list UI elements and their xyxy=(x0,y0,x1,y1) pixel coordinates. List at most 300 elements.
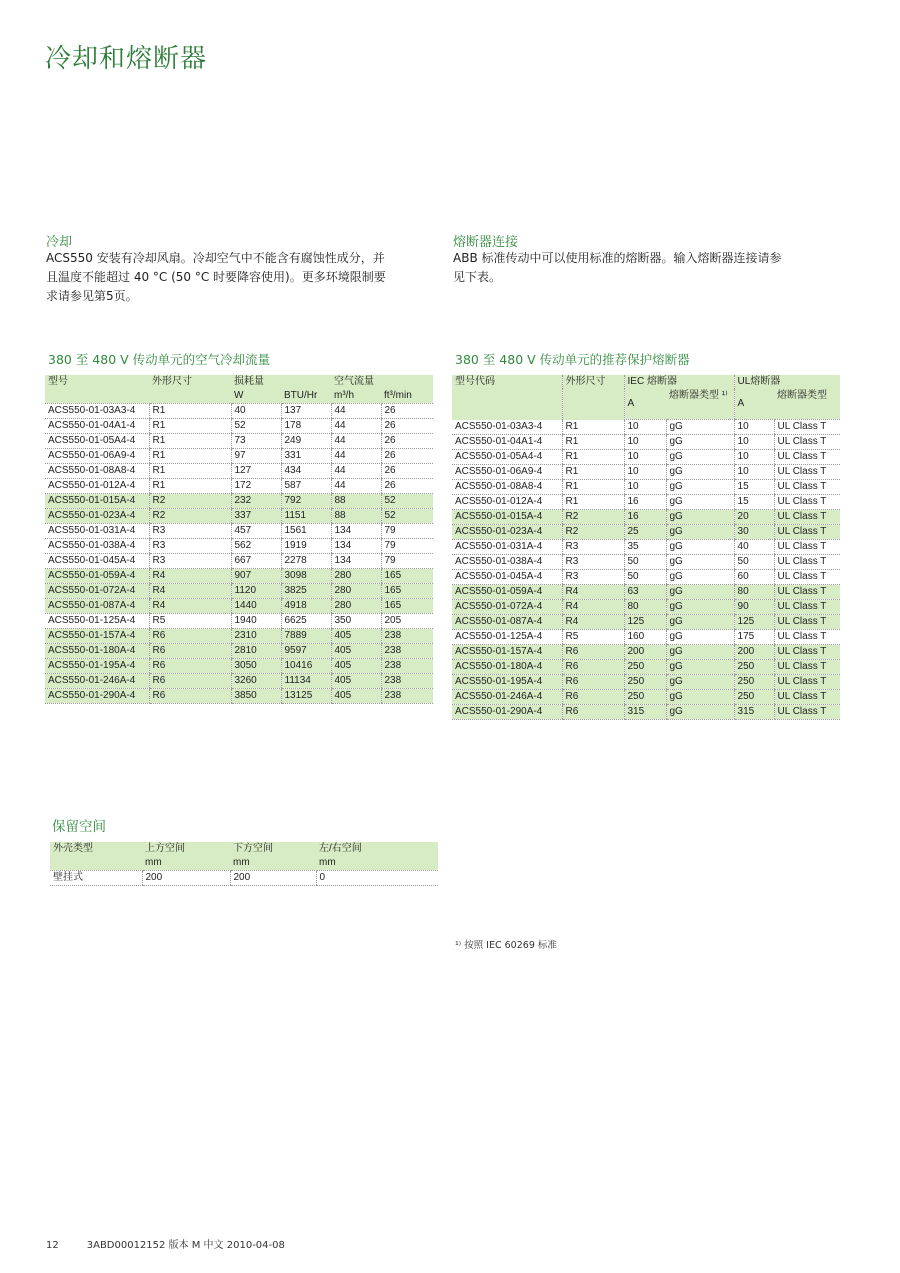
table-cell: ACS550-01-157A-4 xyxy=(45,629,149,644)
fuse-heading: 熔断器连接 xyxy=(453,235,519,250)
table-cell: gG xyxy=(666,420,734,435)
table-cell: 52 xyxy=(231,419,281,434)
table-cell: 250 xyxy=(624,675,666,690)
table-cell: 160 xyxy=(624,630,666,645)
table-cell: UL Class T xyxy=(774,645,840,660)
table-cell: 3098 xyxy=(281,569,331,584)
table-cell: 2810 xyxy=(231,644,281,659)
table-cell: R6 xyxy=(149,689,231,704)
table-row xyxy=(452,450,840,465)
table-cell: gG xyxy=(666,585,734,600)
table-cell: gG xyxy=(666,705,734,720)
table-cell: R3 xyxy=(562,570,624,585)
table-cell: 44 xyxy=(331,464,381,479)
table-cell: 50 xyxy=(624,570,666,585)
table-cell: gG xyxy=(666,570,734,585)
table-cell: R6 xyxy=(149,629,231,644)
table-cell: 50 xyxy=(624,555,666,570)
table-cell: 10416 xyxy=(281,659,331,674)
table-cell: 125 xyxy=(624,615,666,630)
clearance-heading: 保留空间 xyxy=(52,819,106,835)
table-cell: 10 xyxy=(624,420,666,435)
unit-label: m³/h xyxy=(331,389,381,404)
table-cell: R2 xyxy=(562,525,624,540)
table-cell: 26 xyxy=(381,404,433,419)
table-row xyxy=(50,871,438,886)
table-cell: UL Class T xyxy=(774,705,840,720)
table-row xyxy=(45,449,433,464)
col-header-iec-fuse: IEC 熔断器 xyxy=(624,375,734,389)
table-cell: 238 xyxy=(381,689,433,704)
table-cell: UL Class T xyxy=(774,660,840,675)
table-cell: 280 xyxy=(331,599,381,614)
cooling-paragraph xyxy=(46,249,386,306)
table-cell: R6 xyxy=(562,660,624,675)
table-cell: 792 xyxy=(281,494,331,509)
table-cell: 88 xyxy=(331,509,381,524)
table-cell: 165 xyxy=(381,599,433,614)
table-cell: 10 xyxy=(734,435,774,450)
table-cell: UL Class T xyxy=(774,450,840,465)
table-cell: 205 xyxy=(381,614,433,629)
table-cell: 667 xyxy=(231,554,281,569)
table-cell: 79 xyxy=(381,539,433,554)
table-cell: 125 xyxy=(734,615,774,630)
table-cell: 315 xyxy=(734,705,774,720)
table-row xyxy=(45,539,433,554)
table-cell: UL Class T xyxy=(774,585,840,600)
table-cell: 337 xyxy=(231,509,281,524)
table-cell: gG xyxy=(666,690,734,705)
table-cell: gG xyxy=(666,450,734,465)
table-cell: ACS550-01-038A-4 xyxy=(452,555,562,570)
subheader-amps: A xyxy=(624,389,666,420)
table-cell: 63 xyxy=(624,585,666,600)
table-cell: 26 xyxy=(381,434,433,449)
page-footer xyxy=(46,1236,285,1251)
table-cell: gG xyxy=(666,495,734,510)
table-cell: 73 xyxy=(231,434,281,449)
unit-label: mm xyxy=(316,856,438,871)
fuse-header-row xyxy=(452,375,840,389)
table-cell: R6 xyxy=(562,705,624,720)
table-cell: 134 xyxy=(331,554,381,569)
table-cell: ACS550-01-023A-4 xyxy=(452,525,562,540)
table-cell: ACS550-01-03A3-4 xyxy=(452,420,562,435)
table-cell: R6 xyxy=(149,644,231,659)
table-cell: 178 xyxy=(281,419,331,434)
table-cell: ACS550-01-246A-4 xyxy=(45,674,149,689)
table-cell: R3 xyxy=(562,540,624,555)
table-cell: 405 xyxy=(331,689,381,704)
table-cell: 0 xyxy=(316,871,438,886)
col-header-heat-loss: 损耗量 xyxy=(231,375,331,389)
table-row xyxy=(45,464,433,479)
table-cell: 238 xyxy=(381,644,433,659)
table-cell: 壁挂式 xyxy=(50,871,142,886)
table-cell: gG xyxy=(666,435,734,450)
table-cell: 44 xyxy=(331,449,381,464)
table-cell: R6 xyxy=(149,659,231,674)
table-row xyxy=(45,434,433,449)
col-header-model: 型号 xyxy=(45,375,149,389)
table-cell: R1 xyxy=(149,434,231,449)
table-cell: ACS550-01-290A-4 xyxy=(45,689,149,704)
table-cell: 238 xyxy=(381,659,433,674)
table-cell: R2 xyxy=(149,509,231,524)
table-cell: R6 xyxy=(562,690,624,705)
table-cell: ACS550-01-04A1-4 xyxy=(452,435,562,450)
table-cell: 165 xyxy=(381,569,433,584)
table-cell: ACS550-01-125A-4 xyxy=(452,630,562,645)
table-row xyxy=(452,435,840,450)
clearance-header-row xyxy=(50,842,438,856)
table-row xyxy=(452,705,840,720)
table-cell: R4 xyxy=(149,569,231,584)
table-cell: ACS550-01-038A-4 xyxy=(45,539,149,554)
table-cell: gG xyxy=(666,480,734,495)
fuse-line: ABB 标准传动中可以使用标准的熔断器。输入熔断器连接请参 xyxy=(453,251,782,265)
table-row xyxy=(45,659,433,674)
table-cell: 250 xyxy=(734,690,774,705)
airflow-unit-row xyxy=(45,389,433,404)
table-cell: 60 xyxy=(734,570,774,585)
unit-label: mm xyxy=(142,856,230,871)
table-cell: 30 xyxy=(734,525,774,540)
table-cell: ACS550-01-072A-4 xyxy=(45,584,149,599)
table-cell: 1940 xyxy=(231,614,281,629)
table-cell: R6 xyxy=(562,645,624,660)
table-cell: UL Class T xyxy=(774,465,840,480)
table-cell: UL Class T xyxy=(774,435,840,450)
page-title: 冷却和熔断器 xyxy=(45,44,208,74)
table-cell: 15 xyxy=(734,480,774,495)
table-row xyxy=(452,465,840,480)
table-cell: 200 xyxy=(230,871,316,886)
table-cell: R1 xyxy=(149,404,231,419)
fuse-table-title: 380 至 480 V 传动单元的推荐保护熔断器 xyxy=(455,352,690,367)
table-cell: 80 xyxy=(734,585,774,600)
table-cell: 562 xyxy=(231,539,281,554)
table-row xyxy=(45,509,433,524)
table-cell: 2310 xyxy=(231,629,281,644)
subheader-fuse-type: 熔断器类型 xyxy=(774,389,840,420)
table-cell: 44 xyxy=(331,419,381,434)
table-cell: R1 xyxy=(562,465,624,480)
table-row xyxy=(452,645,840,660)
table-cell: 315 xyxy=(624,705,666,720)
table-cell: 200 xyxy=(142,871,230,886)
table-cell: 200 xyxy=(734,645,774,660)
table-cell: R1 xyxy=(149,479,231,494)
table-cell: 35 xyxy=(624,540,666,555)
unit-label: W xyxy=(231,389,281,404)
table-cell: R1 xyxy=(149,449,231,464)
table-cell: ACS550-01-06A9-4 xyxy=(45,449,149,464)
table-cell: 434 xyxy=(281,464,331,479)
table-cell: R4 xyxy=(562,615,624,630)
table-cell: 10 xyxy=(624,450,666,465)
table-cell: 10 xyxy=(624,435,666,450)
fuse-paragraph xyxy=(453,249,782,287)
table-cell: 127 xyxy=(231,464,281,479)
table-cell: 10 xyxy=(624,465,666,480)
table-cell: R5 xyxy=(149,614,231,629)
table-cell: gG xyxy=(666,660,734,675)
table-cell: 405 xyxy=(331,644,381,659)
table-cell: 44 xyxy=(331,479,381,494)
table-row xyxy=(45,689,433,704)
table-row xyxy=(45,569,433,584)
col-header-air-flow: 空气流量 xyxy=(331,375,433,389)
table-cell: 11134 xyxy=(281,674,331,689)
table-row xyxy=(452,525,840,540)
table-cell: 15 xyxy=(734,495,774,510)
table-cell: R1 xyxy=(149,419,231,434)
table-cell: ACS550-01-180A-4 xyxy=(452,660,562,675)
subheader-amps: A xyxy=(734,389,774,420)
table-cell: gG xyxy=(666,555,734,570)
table-cell: UL Class T xyxy=(774,570,840,585)
table-cell: 10 xyxy=(624,480,666,495)
table-row xyxy=(452,570,840,585)
table-cell: 238 xyxy=(381,674,433,689)
table-cell: ACS550-01-195A-4 xyxy=(45,659,149,674)
table-cell: gG xyxy=(666,525,734,540)
subheader-fuse-type: 熔断器类型 ¹⁾ xyxy=(666,389,734,420)
table-cell: 907 xyxy=(231,569,281,584)
table-cell: 3850 xyxy=(231,689,281,704)
table-cell: gG xyxy=(666,615,734,630)
table-cell: UL Class T xyxy=(774,675,840,690)
table-cell: 26 xyxy=(381,464,433,479)
table-cell: R1 xyxy=(149,464,231,479)
table-cell: 40 xyxy=(734,540,774,555)
table-cell: 1151 xyxy=(281,509,331,524)
table-cell: 232 xyxy=(231,494,281,509)
table-row xyxy=(45,524,433,539)
col-header-side: 左/右空间 xyxy=(316,842,438,856)
table-row xyxy=(45,584,433,599)
table-cell: 1561 xyxy=(281,524,331,539)
table-cell: gG xyxy=(666,645,734,660)
table-cell: R1 xyxy=(562,420,624,435)
table-cell: gG xyxy=(666,540,734,555)
table-cell: 238 xyxy=(381,629,433,644)
table-cell: 280 xyxy=(331,584,381,599)
table-cell: ACS550-01-125A-4 xyxy=(45,614,149,629)
table-cell: gG xyxy=(666,675,734,690)
col-header-frame: 外形尺寸 xyxy=(562,375,624,420)
table-cell: UL Class T xyxy=(774,600,840,615)
table-cell: UL Class T xyxy=(774,420,840,435)
table-cell: R4 xyxy=(149,599,231,614)
table-row xyxy=(45,614,433,629)
table-cell: 10 xyxy=(734,420,774,435)
table-cell: ACS550-01-045A-4 xyxy=(452,570,562,585)
table-cell: ACS550-01-05A4-4 xyxy=(45,434,149,449)
doc-reference: 3ABD00012152 版本 M 中文 2010-04-08 xyxy=(86,1240,285,1251)
table-cell: R3 xyxy=(149,554,231,569)
table-cell: 44 xyxy=(331,404,381,419)
table-cell: R6 xyxy=(562,675,624,690)
table-cell: 16 xyxy=(624,495,666,510)
table-cell: 2278 xyxy=(281,554,331,569)
table-cell: 1919 xyxy=(281,539,331,554)
table-row xyxy=(45,404,433,419)
table-cell: 250 xyxy=(734,660,774,675)
col-header-top: 上方空间 xyxy=(142,842,230,856)
table-row xyxy=(45,629,433,644)
table-cell: R3 xyxy=(562,555,624,570)
table-cell: UL Class T xyxy=(774,690,840,705)
table-cell: 250 xyxy=(624,690,666,705)
table-cell: R3 xyxy=(149,524,231,539)
table-row xyxy=(45,674,433,689)
footnote: ¹⁾ 按照 IEC 60269 标准 xyxy=(455,940,557,951)
table-cell: 250 xyxy=(624,660,666,675)
table-cell: 52 xyxy=(381,494,433,509)
table-cell: UL Class T xyxy=(774,525,840,540)
table-row xyxy=(452,600,840,615)
table-row xyxy=(452,540,840,555)
table-cell: ACS550-01-290A-4 xyxy=(452,705,562,720)
table-row xyxy=(45,419,433,434)
table-row xyxy=(452,510,840,525)
airflow-table xyxy=(45,375,433,704)
table-cell: 9597 xyxy=(281,644,331,659)
table-row xyxy=(452,675,840,690)
table-cell: 10 xyxy=(734,465,774,480)
table-row xyxy=(45,554,433,569)
table-cell: ACS550-01-180A-4 xyxy=(45,644,149,659)
table-cell: UL Class T xyxy=(774,615,840,630)
airflow-table-title: 380 至 480 V 传动单元的空气冷却流量 xyxy=(48,352,271,367)
table-cell: 3260 xyxy=(231,674,281,689)
table-row xyxy=(452,555,840,570)
table-cell: 249 xyxy=(281,434,331,449)
table-cell: R3 xyxy=(149,539,231,554)
table-cell: ACS550-01-087A-4 xyxy=(452,615,562,630)
table-cell: 3050 xyxy=(231,659,281,674)
table-cell: 1120 xyxy=(231,584,281,599)
table-cell: 50 xyxy=(734,555,774,570)
table-cell: 52 xyxy=(381,509,433,524)
table-cell: 88 xyxy=(331,494,381,509)
table-cell: ACS550-01-012A-4 xyxy=(452,495,562,510)
clearance-table xyxy=(50,842,438,886)
table-row xyxy=(452,615,840,630)
table-cell: 405 xyxy=(331,659,381,674)
cooling-line: 求请参见第5页。 xyxy=(46,289,138,303)
cooling-line: ACS550 安装有冷却风扇。冷却空气中不能含有腐蚀性成分，并 xyxy=(46,251,385,265)
table-row xyxy=(452,630,840,645)
table-cell: ACS550-01-157A-4 xyxy=(452,645,562,660)
table-cell: ACS550-01-023A-4 xyxy=(45,509,149,524)
table-cell: ACS550-01-246A-4 xyxy=(452,690,562,705)
table-cell: ACS550-01-015A-4 xyxy=(452,510,562,525)
table-cell: 44 xyxy=(331,434,381,449)
table-cell: ACS550-01-195A-4 xyxy=(452,675,562,690)
table-row xyxy=(452,495,840,510)
table-row xyxy=(452,690,840,705)
table-cell: 280 xyxy=(331,569,381,584)
unit-label: ft³/min xyxy=(381,389,433,404)
table-cell: UL Class T xyxy=(774,495,840,510)
table-cell: gG xyxy=(666,630,734,645)
table-cell: R4 xyxy=(149,584,231,599)
col-header-frame: 外形尺寸 xyxy=(149,375,231,389)
unit-label: BTU/Hr xyxy=(281,389,331,404)
table-cell: R2 xyxy=(149,494,231,509)
table-cell: 1440 xyxy=(231,599,281,614)
table-cell: ACS550-01-05A4-4 xyxy=(452,450,562,465)
table-cell: gG xyxy=(666,600,734,615)
table-cell: ACS550-01-087A-4 xyxy=(45,599,149,614)
table-cell: 16 xyxy=(624,510,666,525)
table-cell: ACS550-01-08A8-4 xyxy=(452,480,562,495)
table-cell: UL Class T xyxy=(774,540,840,555)
table-cell: ACS550-01-031A-4 xyxy=(45,524,149,539)
table-cell: UL Class T xyxy=(774,510,840,525)
table-cell: 134 xyxy=(331,539,381,554)
table-cell: 97 xyxy=(231,449,281,464)
unit-label: mm xyxy=(230,856,316,871)
table-cell: R1 xyxy=(562,450,624,465)
table-row xyxy=(45,599,433,614)
table-cell: 26 xyxy=(381,479,433,494)
table-cell: 172 xyxy=(231,479,281,494)
table-cell: 331 xyxy=(281,449,331,464)
table-cell: 20 xyxy=(734,510,774,525)
table-cell: 175 xyxy=(734,630,774,645)
table-row xyxy=(452,480,840,495)
table-cell: 587 xyxy=(281,479,331,494)
table-cell: 10 xyxy=(734,450,774,465)
table-cell: 25 xyxy=(624,525,666,540)
table-cell: ACS550-01-031A-4 xyxy=(452,540,562,555)
table-cell: 40 xyxy=(231,404,281,419)
table-cell: ACS550-01-012A-4 xyxy=(45,479,149,494)
table-cell: R5 xyxy=(562,630,624,645)
fuse-table xyxy=(452,375,840,720)
table-cell: 457 xyxy=(231,524,281,539)
table-cell: ACS550-01-045A-4 xyxy=(45,554,149,569)
table-cell: 90 xyxy=(734,600,774,615)
table-cell: 13125 xyxy=(281,689,331,704)
table-cell: 200 xyxy=(624,645,666,660)
table-cell: ACS550-01-03A3-4 xyxy=(45,404,149,419)
table-cell: ACS550-01-059A-4 xyxy=(45,569,149,584)
table-cell: 6625 xyxy=(281,614,331,629)
table-cell: 250 xyxy=(734,675,774,690)
table-cell: UL Class T xyxy=(774,480,840,495)
table-cell: ACS550-01-08A8-4 xyxy=(45,464,149,479)
table-cell: R1 xyxy=(562,495,624,510)
table-row xyxy=(452,420,840,435)
table-row xyxy=(45,479,433,494)
table-cell: R4 xyxy=(562,600,624,615)
table-cell: R6 xyxy=(149,674,231,689)
table-cell: 79 xyxy=(381,524,433,539)
table-cell: 26 xyxy=(381,419,433,434)
airflow-header-row xyxy=(45,375,433,389)
table-cell: UL Class T xyxy=(774,630,840,645)
table-cell: gG xyxy=(666,510,734,525)
table-row xyxy=(45,494,433,509)
col-header-ul-fuse: UL熔断器 xyxy=(734,375,840,389)
col-header-enclosure: 外壳类型 xyxy=(50,842,142,856)
